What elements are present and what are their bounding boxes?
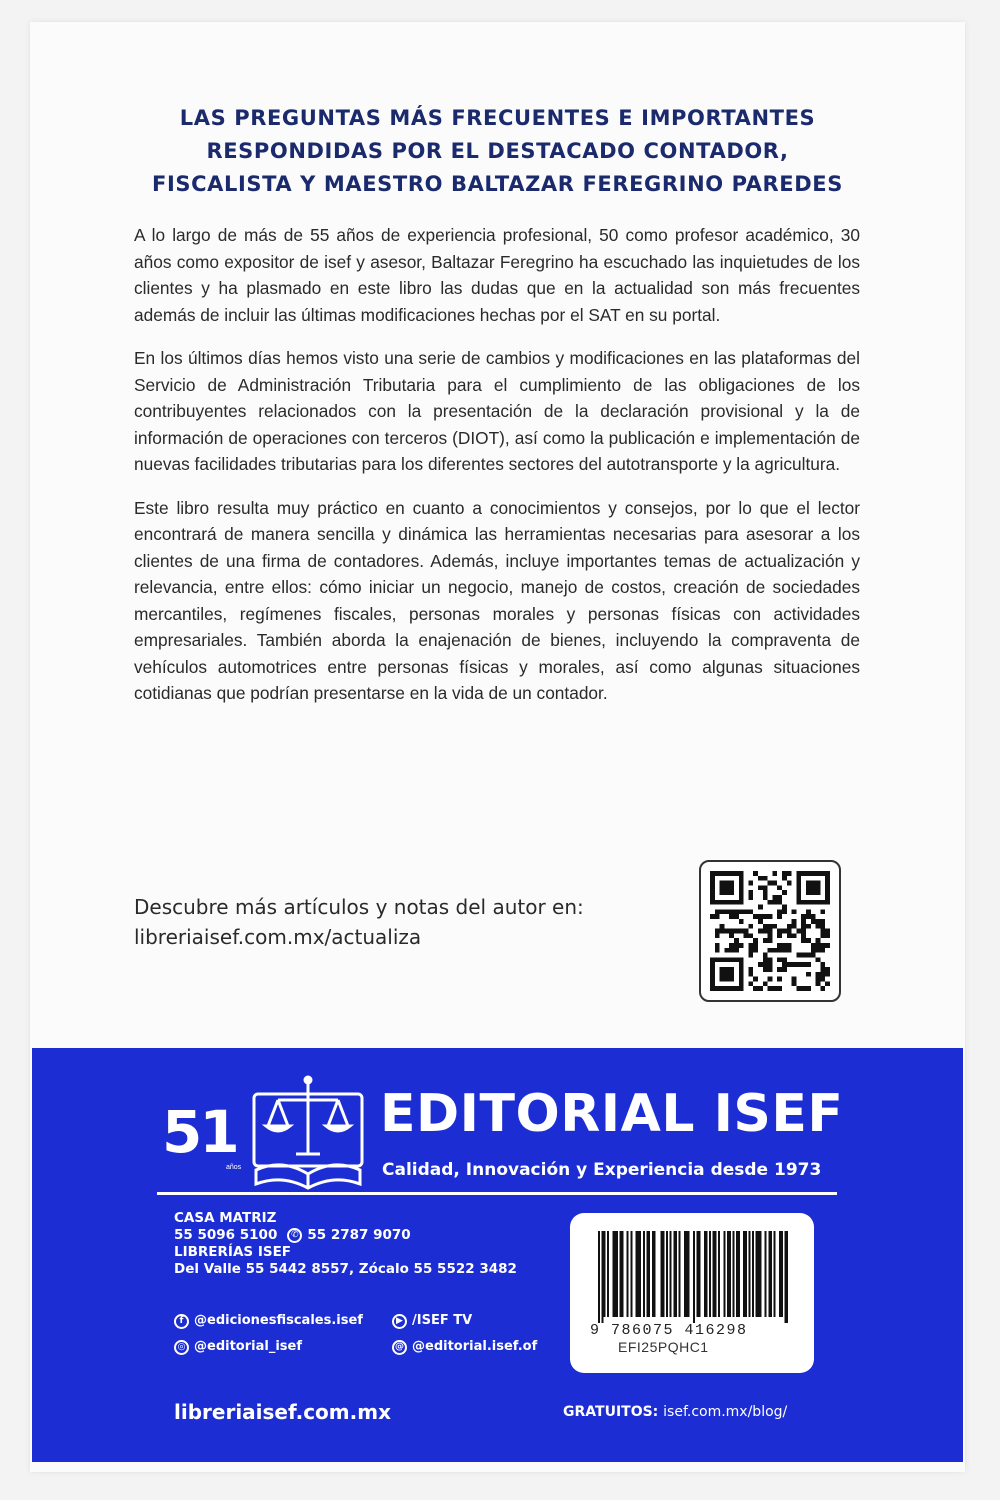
discover-block — [134, 892, 584, 952]
paragraph: Este libro resulta muy práctico en cuanto a conocimientos y consejos, por lo que el lector encontrará de manera sencilla y dinámica las herramientas necesarias para asesorar a los clientes de una firma de contadores. Además, incluye importantes temas de actualización y relevancia, entre ellos: cómo iniciar un negocio, manejo de costos, creación de sociedades mercantiles, regímenes fiscales, personas morales y personas físicas con actividades empresariales. También aborda la enajenación de bienes, incluyendo la compraventa de vehículos automotrices entre personas físicas y morales, así como algunas situaciones cotidianas que podrían presentarse en la vida de un contador. — [134, 497, 860, 703]
threads-icon: @ — [392, 1340, 407, 1355]
gratuitos-label: GRATUITOS: — [563, 1404, 659, 1420]
description — [134, 222, 860, 724]
instagram-handle[interactable]: @editorial_isef — [194, 1339, 302, 1354]
book-back-cover — [30, 22, 965, 1472]
divider — [157, 1192, 837, 1195]
heading-line: RESPONDIDAS POR EL DESTACADO CONTADOR, — [206, 139, 789, 163]
instagram-icon: ◎ — [174, 1340, 189, 1355]
website-link[interactable]: libreriaisef.com.mx — [174, 1400, 391, 1424]
cover-heading — [30, 102, 965, 201]
paragraph: En los últimos días hemos visto una serie de cambios y modificaciones en las plataformas del Servicio de Administración Tributaria para el cumplimiento de las obligaciones de los contribuyentes relacionados con la presentación de la declaración provisional y la de información de operaciones con terceros (DIOT), así como la publicación e implementación de nuevas facilidades tributarias para los diferentes sectores del autotransporte y la agricultura. — [134, 348, 860, 474]
heading-line: LAS PREGUNTAS MÁS FRECUENTES E IMPORTANTES — [179, 106, 816, 130]
discover-text: Descubre más artículos y notas del autor en: — [134, 895, 584, 919]
anniversary-label: años — [226, 1164, 242, 1171]
social-block — [174, 1308, 537, 1360]
whatsapp-icon: ✆ — [287, 1228, 302, 1243]
gratuitos-link[interactable]: isef.com.mx/blog/ — [663, 1404, 788, 1420]
product-code: EFI25PQHC1 — [618, 1339, 709, 1355]
publisher-band — [32, 1048, 963, 1462]
facebook-icon: f — [174, 1314, 189, 1329]
discover-link[interactable]: libreriaisef.com.mx/actualiza — [134, 925, 422, 949]
casa-matriz-label: CASA MATRIZ — [174, 1210, 277, 1226]
facebook-handle[interactable]: @edicionesfiscales.isef — [194, 1313, 363, 1328]
barcode — [570, 1213, 814, 1373]
whatsapp-phone[interactable]: 55 2787 9070 — [307, 1227, 411, 1243]
scales-of-justice-book-icon — [250, 1074, 366, 1197]
librerias-phones: Del Valle 55 5442 8557, Zócalo 55 5522 3482 — [174, 1261, 517, 1277]
anniversary-number: 51 — [162, 1098, 237, 1166]
brand-name: EDITORIAL ISEF — [380, 1084, 844, 1144]
isbn-number: 9 786075 416298 — [590, 1322, 748, 1339]
qr-code-icon[interactable] — [699, 860, 841, 1002]
threads-handle[interactable]: @editorial.isef.of — [412, 1339, 538, 1354]
contact-block — [174, 1210, 517, 1278]
paragraph: A lo largo de más de 55 años de experiencia profesional, 50 como profesor académico, 30 años como expositor de isef y asesor, Baltazar Feregrino ha escuchado las inquietudes de los clientes y ha plasmado en este libro las dudas que en la actualidad son más frecuentes además de incluir las últimas modificaciones hechas por el SAT en su portal. — [134, 225, 860, 325]
librerias-label: LIBRERÍAS ISEF — [174, 1244, 292, 1260]
tv-handle[interactable]: /ISEF TV — [412, 1313, 473, 1328]
casa-matriz-phone[interactable]: 55 5096 5100 — [174, 1227, 278, 1243]
tv-icon: ▶ — [392, 1314, 407, 1329]
gratuitos-line — [563, 1404, 787, 1420]
heading-line: FISCALISTA Y MAESTRO BALTAZAR FEREGRINO PAREDES — [152, 172, 843, 196]
brand-tagline: Calidad, Innovación y Experiencia desde 1973 — [382, 1160, 822, 1180]
